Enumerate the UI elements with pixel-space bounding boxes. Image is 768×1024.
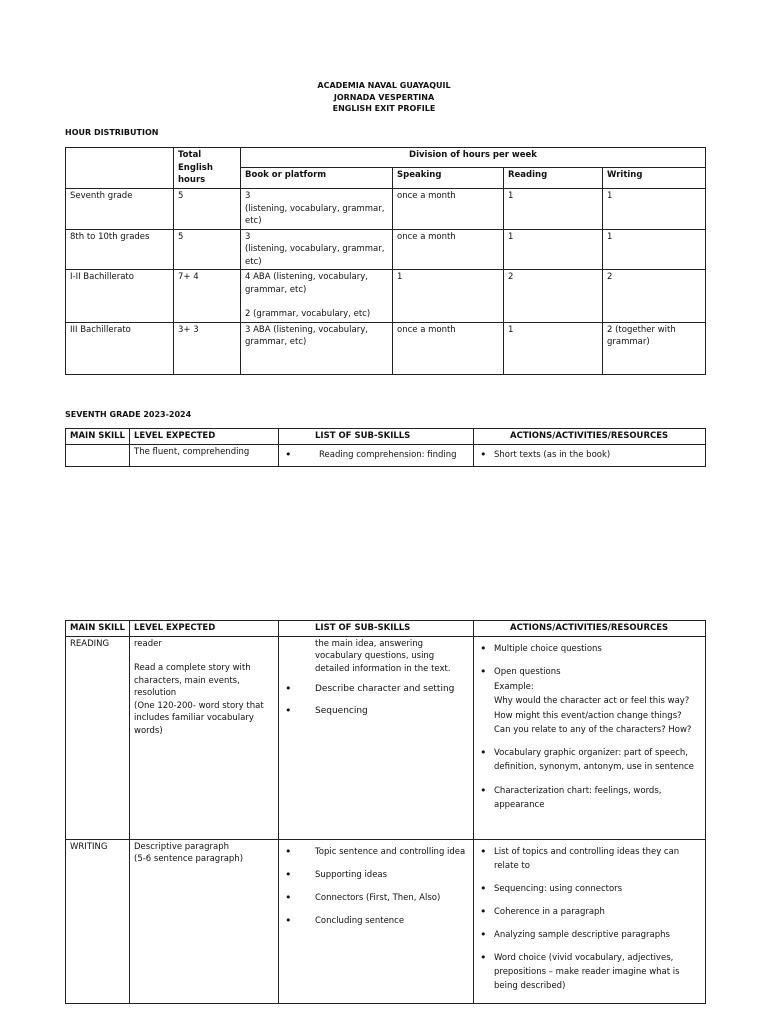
sub-skills-header: LIST OF SUB-SKILLS <box>279 429 474 445</box>
level-cell <box>130 636 279 839</box>
table-row <box>66 636 706 839</box>
main-skill-header: MAIN SKILL <box>66 621 130 637</box>
continued-table <box>65 620 706 1004</box>
list-item: • Topic sentence and controlling idea <box>283 845 469 859</box>
activity-label: • Open questions <box>494 667 561 677</box>
list-item: • Reading comprehension: finding <box>283 449 469 462</box>
main-skill-header: MAIN SKILL <box>66 429 130 445</box>
example-line: Can you relate to any of the characters? How? <box>494 725 692 735</box>
book-hours: 3 <box>245 191 251 201</box>
seventh-grade-table <box>65 428 706 467</box>
list-item: • Word choice (vivid vocabulary, adjectives, prepositions – make reader imagine what is being described) <box>478 951 701 993</box>
total-cell: 7+ 4 <box>174 270 241 323</box>
list-item: • Connectors (First, Then, Also) <box>283 891 469 905</box>
main-skill-cell: READING <box>66 636 130 839</box>
list-item: • Multiple choice questions <box>478 642 701 657</box>
book-cell <box>241 189 393 230</box>
level-expected-header: LEVEL EXPECTED <box>130 621 279 637</box>
example-line: How might this event/action change things? <box>494 710 682 721</box>
list-item: • List of topics and controlling ideas they can relate to <box>478 845 701 873</box>
writing-cell: 1 <box>603 229 706 270</box>
col-reading-header: Reading <box>504 168 603 189</box>
level-text: Descriptive paragraph <box>134 841 229 852</box>
level-expected-header: LEVEL EXPECTED <box>130 429 279 445</box>
example-line: Example: <box>494 681 534 692</box>
sub-skill-cell <box>279 636 474 839</box>
speaking-cell: 1 <box>393 270 504 323</box>
grade-cell: I-II Bachillerato <box>66 270 174 323</box>
speaking-cell: once a month <box>393 189 504 230</box>
sub-skill-continued: the main idea, answering vocabulary questions, using detailed information in the text. <box>315 638 451 674</box>
hour-distribution-title: HOUR DISTRIBUTION <box>65 128 159 137</box>
total-hours-header: Total English hours <box>174 148 241 189</box>
hour-distribution-table <box>65 147 706 375</box>
sub-skill-cell <box>279 839 474 1003</box>
writing-cell: 2 <box>603 270 706 323</box>
book-extra: 2 (grammar, vocabulary, etc) <box>245 309 371 319</box>
book-cell: 3 ABA (listening, vocabulary, grammar, etc) <box>241 322 393 374</box>
table-row <box>66 839 706 1003</box>
actions-header: ACTIONS/ACTIVITIES/RESOURCES <box>474 621 706 637</box>
speaking-cell: once a month <box>393 322 504 374</box>
list-item: • Analyzing sample descriptive paragraphs <box>478 928 701 942</box>
grade-cell: III Bachillerato <box>66 322 174 374</box>
level-cell <box>130 839 279 1003</box>
list-item: • Concluding sentence <box>283 914 469 928</box>
reading-cell: 2 <box>504 270 603 323</box>
writing-cell: 1 <box>603 189 706 230</box>
col-book-header: Book or platform <box>241 168 393 189</box>
empty-corner <box>66 148 174 189</box>
actions-header: ACTIONS/ACTIVITIES/RESOURCES <box>474 429 706 445</box>
level-text: reader <box>134 638 162 649</box>
list-item: • Describe character and setting <box>283 683 469 696</box>
seventh-grade-title: SEVENTH GRADE 2023-2024 <box>65 410 192 419</box>
list-item <box>478 665 701 738</box>
grade-cell: 8th to 10th grades <box>66 229 174 270</box>
book-detail: (listening, vocabulary, grammar, etc) <box>245 244 385 267</box>
sub-skill-cell <box>279 444 474 466</box>
book-cell <box>241 270 393 323</box>
grade-cell: Seventh grade <box>66 189 174 230</box>
book-hours: 3 <box>245 231 251 242</box>
list-item: • Coherence in a paragraph <box>478 905 701 919</box>
list-item: • Sequencing: using connectors <box>478 882 701 896</box>
total-cell: 5 <box>174 189 241 230</box>
reading-cell: 1 <box>504 322 603 374</box>
profile-title: ENGLISH EXIT PROFILE <box>332 104 436 113</box>
document-header <box>0 80 768 115</box>
level-text: Read a complete story with characters, main events, resolution <box>134 663 251 698</box>
level-text: (5-6 sentence paragraph) <box>134 854 244 864</box>
level-cell: The fluent, comprehending <box>130 444 279 466</box>
table-row <box>66 189 706 230</box>
action-cell <box>474 839 706 1003</box>
total-cell: 5 <box>174 229 241 270</box>
table-row <box>66 229 706 270</box>
total-cell: 3+ 3 <box>174 322 241 374</box>
action-cell <box>474 444 706 466</box>
list-item: • Characterization chart: feelings, words, appearance <box>478 784 701 813</box>
action-cell <box>474 636 706 839</box>
list-item: • Sequencing <box>283 705 469 718</box>
writing-cell: 2 (together with grammar) <box>603 322 706 374</box>
book-cell <box>241 229 393 270</box>
reading-cell: 1 <box>504 189 603 230</box>
reading-cell: 1 <box>504 229 603 270</box>
shift-name: JORNADA VESPERTINA <box>333 92 435 102</box>
book-hours: 4 ABA (listening, vocabulary, grammar, etc) <box>245 272 368 295</box>
speaking-cell: once a month <box>393 229 504 270</box>
sub-skills-header: LIST OF SUB-SKILLS <box>279 621 474 637</box>
school-name: ACADEMIA NAVAL GUAYAQUIL <box>317 81 451 90</box>
list-item: • Supporting ideas <box>283 868 469 882</box>
col-writing-header: Writing <box>603 168 706 189</box>
division-header: Division of hours per week <box>241 148 706 168</box>
main-skill-cell <box>66 444 130 466</box>
book-detail: (listening, vocabulary, grammar, etc) <box>245 203 385 226</box>
main-skill-cell: WRITING <box>66 839 130 1003</box>
table-row <box>66 270 706 323</box>
col-speaking-header: Speaking <box>393 168 504 189</box>
example-line: Why would the character act or feel this way? <box>494 696 690 706</box>
level-text: (One 120-200- word story that includes familiar vocabulary words) <box>134 700 264 736</box>
table-row <box>66 444 706 466</box>
table-row <box>66 322 706 374</box>
list-item: • Short texts (as in the book) <box>478 449 701 462</box>
list-item: • Vocabulary graphic organizer: part of speech, definition, synonym, antonym, use in sentence <box>478 746 701 775</box>
